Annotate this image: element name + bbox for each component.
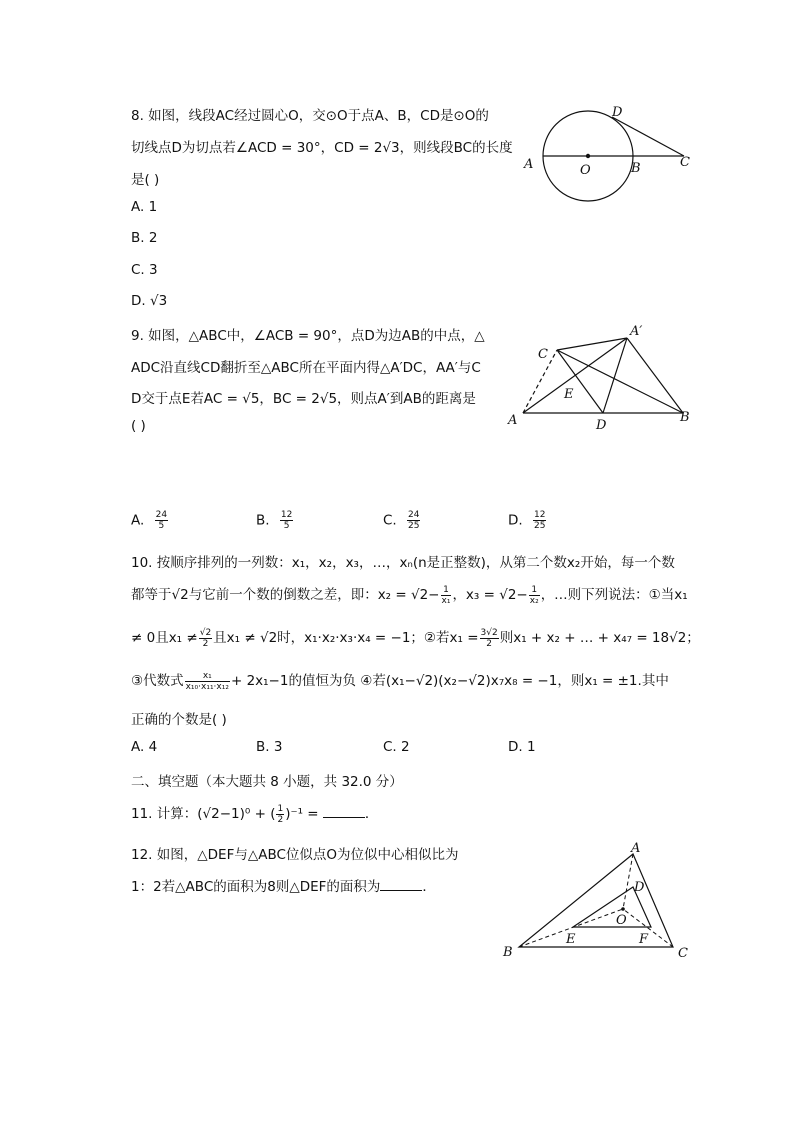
q8-label-b: B <box>631 161 641 176</box>
q8-label-o: O <box>580 163 591 178</box>
q8-option-b: B. 2 <box>131 230 158 246</box>
q12-label-b: B <box>503 945 513 960</box>
q12-label-d: D <box>634 880 645 895</box>
q9-line4: ( ) <box>131 418 146 434</box>
q9-label-c: C <box>538 347 548 362</box>
q9-label-d: D <box>596 418 607 433</box>
q10-option-d: D. 1 <box>508 739 536 755</box>
q8-line3: 是( ) <box>131 172 160 188</box>
q12-answer-blank <box>380 878 422 891</box>
q9-label-b: B <box>680 410 690 425</box>
q11-answer-blank <box>323 805 365 818</box>
q8-line2: 切线点D为切点若∠ACD = 30°，CD = 2√3，则线段BC的长度 <box>131 140 513 156</box>
q9-label-e: E <box>564 387 574 402</box>
q10-line4: ③代数式 $\frac{\text{x₁}}{\text{x₁₀·x₁₁·x₁₂}}$ + 2x₁−1的值恒为负 ④若(x₁−√2)(x₂−√2)x₇x₈ = −1，则x₁ = ±1.其中 <box>131 670 669 692</box>
q12-line1: 12. 如图，△DEF与△ABC位似点O为位似中心相似比为 <box>131 847 459 863</box>
q8-circle-figure <box>518 100 698 205</box>
q9-label-a-prime: A′ <box>630 324 643 339</box>
q12-label-c: C <box>678 946 688 961</box>
q12-homothety-figure <box>495 840 700 965</box>
q10-line1: 10. 按顺序排列的一列数：x₁，x₂，x₃，…，xₙ(n是正整数)，从第二个数x₂开始，每一个数 <box>131 555 675 571</box>
q9-triangle-figure <box>500 320 700 435</box>
q12-label-e: E <box>566 932 576 947</box>
section-fill-in-title: 二、填空题（本大题共 8 小题，共 32.0 分） <box>131 774 403 790</box>
q12-label-a: A <box>631 841 641 856</box>
q12-label-o: O <box>616 913 627 928</box>
q10-option-c: C. 2 <box>383 739 410 755</box>
q8-label-c: C <box>680 155 690 170</box>
q10-line2: 都等于√2与它前一个数的倒数之差，即：x₂ = √2− $\frac{1}{\text{x₁}}$ ，x₃ = √2− $\frac{1}{\text{x₂}}$ ，…则下列说法：①当x₁ <box>131 584 688 606</box>
q8-label-a: A <box>524 157 534 172</box>
q8-line1: 8. 如图，线段AC经过圆心O，交⊙O于点A、B，CD是⊙O的 <box>131 108 489 124</box>
q10-option-a: A. 4 <box>131 739 158 755</box>
q8-option-d: D. √3 <box>131 293 168 309</box>
q9-line2: ADC沿直线CD翻折至△ABC所在平面内得△A′DC，AA′与C <box>131 360 481 376</box>
q9-label-a: A <box>508 413 518 428</box>
q10-option-b: B. 3 <box>256 739 283 755</box>
q10-line5: 正确的个数是( ) <box>131 712 227 728</box>
q8-option-a: A. 1 <box>131 199 158 215</box>
q9-option-b: B. $\frac{12}{5}$ <box>256 510 293 531</box>
q9-option-a: A. $\frac{24}{5}$ <box>131 510 168 531</box>
q12-line2: 1：2若△ABC的面积为8则△DEF的面积为 ． <box>131 879 436 895</box>
q9-line1: 9. 如图，△ABC中，∠ACB = 90°，点D为边AB的中点，△ <box>131 328 485 344</box>
q10-line3: ≠ 0且x₁ ≠ $\frac{√2}{2}$ 且x₁ ≠ √2时，x₁·x₂·x₃·x₄ = −1；②若x₁ = $\frac{3√2}{2}$ 则x₁ + x₂ + … + x₄₇ = 18√2； <box>131 627 700 649</box>
q11-line: 11. 计算：(√2−1)⁰ + ( $\frac{1}{2}$ )⁻¹ = ． <box>131 803 379 825</box>
q9-option-c: C. $\frac{24}{25}$ <box>383 510 420 531</box>
q8-option-c: C. 3 <box>131 262 158 278</box>
q9-line3: D交于点E若AC = √5，BC = 2√5，则点A′到AB的距离是 <box>131 391 476 407</box>
q12-label-f: F <box>639 932 649 947</box>
q8-label-d: D <box>612 105 623 120</box>
q9-option-d: D. $\frac{12}{25}$ <box>508 510 546 531</box>
